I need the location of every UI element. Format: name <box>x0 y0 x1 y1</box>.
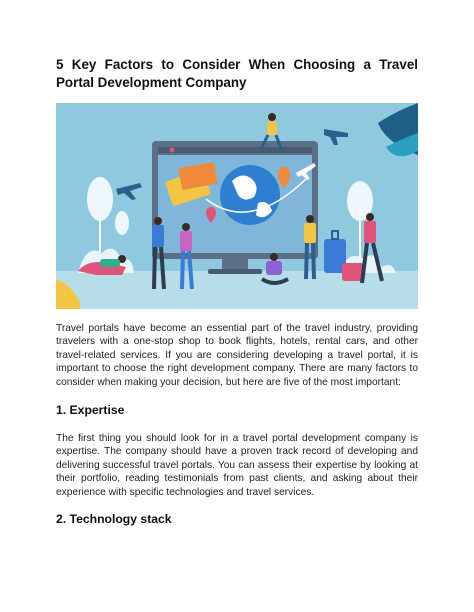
person-pink-head <box>182 223 190 231</box>
person-top-body <box>267 121 277 135</box>
hero-illustration <box>56 103 418 309</box>
person-right-body <box>364 221 376 243</box>
document-title: 5 Key Factors to Consider When Choosing a Travel Portal Development Company <box>56 57 418 90</box>
monitor-base <box>208 269 262 274</box>
person-sitting-body <box>266 261 282 275</box>
section-heading-expertise: 1. Expertise <box>56 403 125 417</box>
person-yellow-body <box>304 223 316 243</box>
tree-left-small <box>115 211 129 235</box>
person-pink-body <box>180 231 192 251</box>
screen-dot <box>170 148 175 153</box>
person-left-head <box>154 217 162 225</box>
monitor-stand <box>222 259 248 269</box>
person-right-head <box>366 213 374 221</box>
monitor-bar <box>158 147 312 153</box>
tree-left-trunk <box>99 215 101 255</box>
tree-right-trunk <box>359 213 361 263</box>
section-heading-technology-stack: 2. Technology stack <box>56 512 172 526</box>
person-top-head <box>268 113 276 121</box>
person-sitting-head <box>270 253 278 261</box>
intro-paragraph: Travel portals have become an essential part of the travel industry, providing travelers with a one-stop shop to book flights, hotels, rental cars, and other travel-related services. If you are considering developing a travel portal, it is important to choose the right development company. There are many factors to consider when making your decision, but here are five of the most important: <box>56 323 418 388</box>
tree-left <box>87 177 113 221</box>
person-yellow-head <box>306 215 314 223</box>
section-body-expertise: The first thing you should look for in a travel portal development company is expertise. The company should have a proven track record of developing and delivering successful travel portals. You can assess their expertise by looking at their portfolio, reading testimonials from past clients, and asking about their experience with specific technologies and travel services. <box>56 433 418 498</box>
person-reclining-shirt <box>100 259 120 267</box>
person-left-body <box>152 225 164 247</box>
